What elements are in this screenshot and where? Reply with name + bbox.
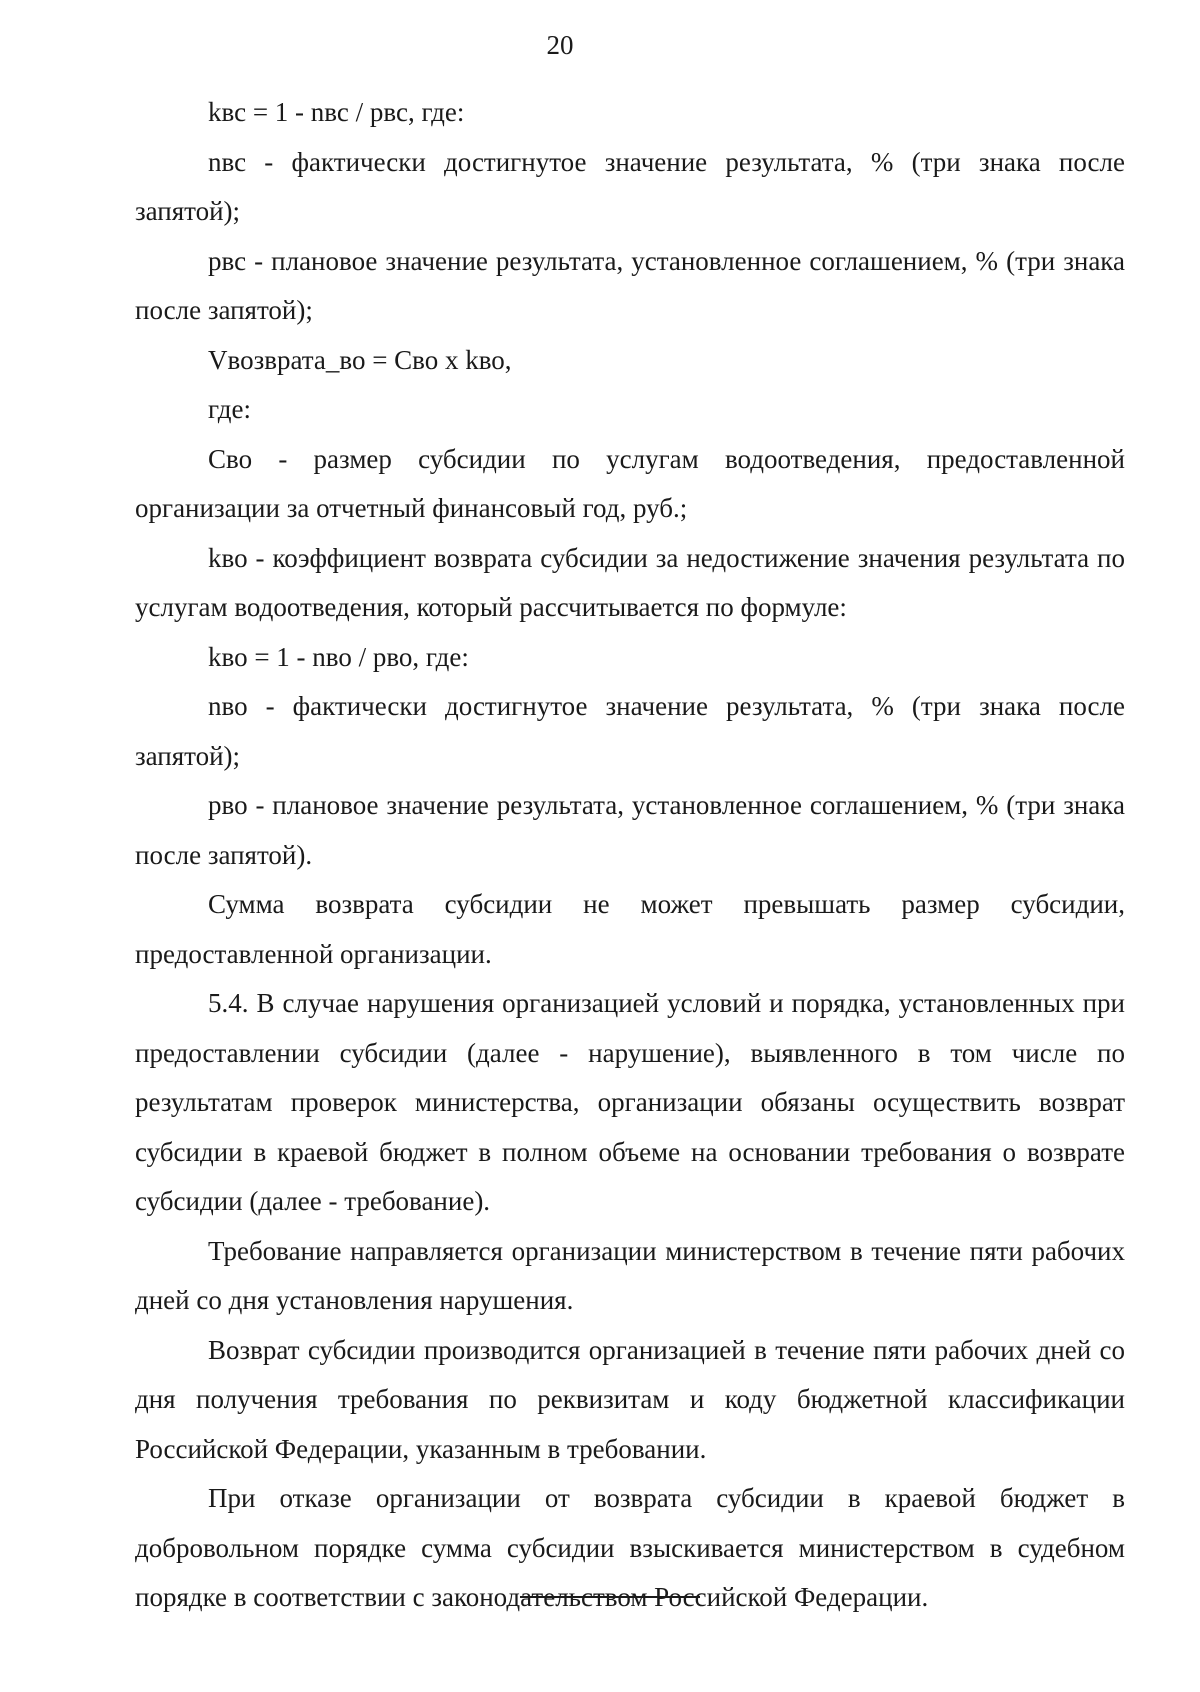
definition-nvo: nво - фактически достигнутое значение результата, % (три знака после запятой); bbox=[135, 691, 1125, 771]
definition-pvs: pвс - плановое значение результата, установленное соглашением, % (три знака после запятой); bbox=[135, 245, 1125, 325]
paragraph-refusal: При отказе организации от возврата субсидии в краевой бюджет в добровольном порядке сумма субсидии взыскивается министерством в судебном порядке в соответствии с законодательством Российской Федерации. bbox=[135, 1483, 1125, 1612]
formula-where: где: bbox=[208, 394, 251, 424]
definition-nvs: nвс - фактически достигнутое значение результата, % (три знака после запятой); bbox=[135, 146, 1125, 226]
definition-kvo: kво - коэффициент возврата субсидии за недостижение значения результата по услугам водоотведения, который рассчитывается по формуле: bbox=[135, 542, 1125, 622]
formula-v-return-vo: Vвозврата_во = Cво x kво, bbox=[208, 344, 512, 375]
page-number: 20 bbox=[546, 30, 574, 60]
formula-kvs: kвс = 1 - nвс / pвс, где: bbox=[208, 97, 465, 127]
paragraph-return-procedure: Возврат субсидии производится организацией в течение пяти рабочих дней со дня получения требования по реквизитам и коду бюджетной классификации Российской Федерации, указанным в требовании. bbox=[135, 1334, 1125, 1464]
paragraph-5-4: 5.4. В случае нарушения организацией условий и порядка, установленных при предоставлении субсидии (далее - нарушение), выявленного в том числе по результатам проверок министерства, организации обязаны осуществить возврат субсидии в краевой бюджет в полном объеме на основании требования о возврате субсидии (далее - требование). bbox=[135, 988, 1125, 1216]
paragraph-requirement-sent: Требование направляется организации министерством в течение пяти рабочих дней со дня установления нарушения. bbox=[135, 1235, 1125, 1315]
paragraph-return-limit: Сумма возврата субсидии не может превышать размер субсидии, предоставленной организации. bbox=[135, 889, 1125, 969]
formula-kvo: kво = 1 - nво / pво, где: bbox=[208, 641, 469, 672]
document-body bbox=[135, 88, 1125, 1623]
end-divider bbox=[520, 1596, 700, 1598]
definition-pvo: pво - плановое значение результата, установленное соглашением, % (три знака после запятой). bbox=[135, 790, 1125, 870]
definition-cvo: Cво - размер субсидии по услугам водоотведения, предоставленной организации за отчетный финансовый год, руб.; bbox=[135, 443, 1125, 523]
